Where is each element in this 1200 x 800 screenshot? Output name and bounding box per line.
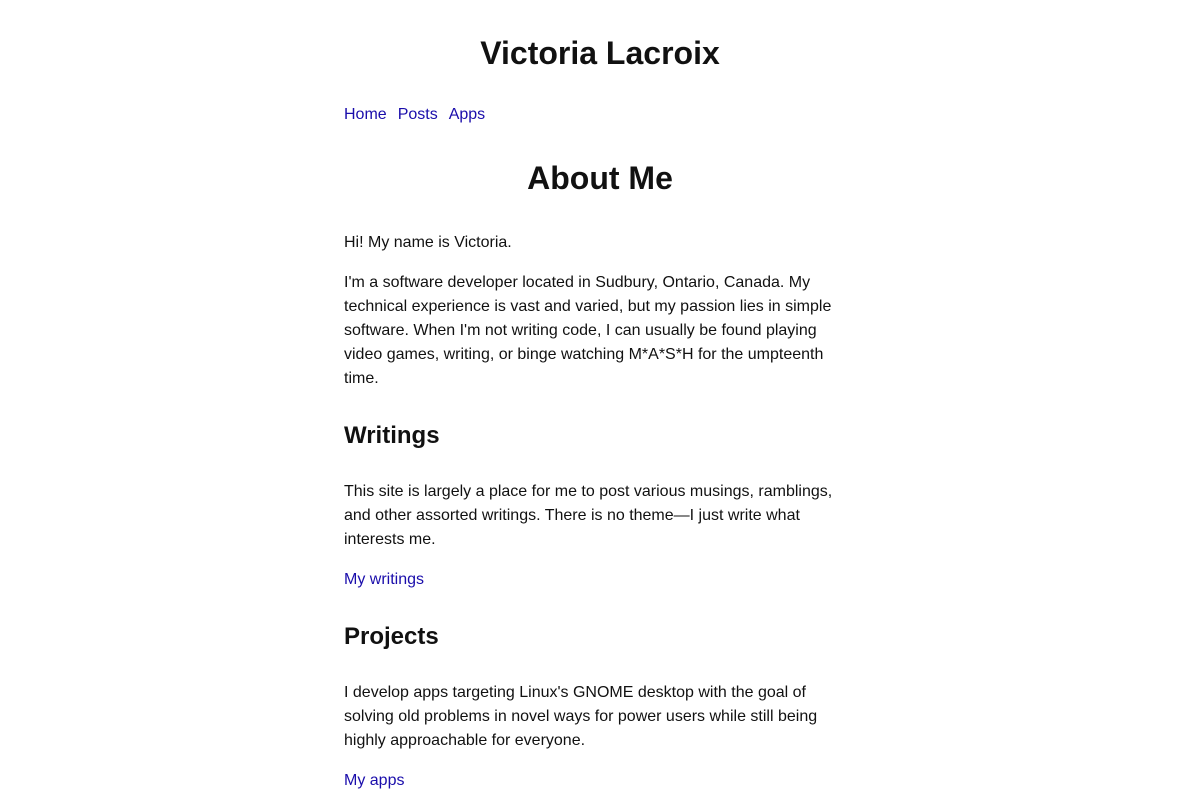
writings-link-line (344, 568, 844, 592)
main-nav (344, 105, 496, 125)
site-title[interactable]: Victoria Lacroix (480, 35, 720, 71)
main-article (344, 231, 844, 793)
writings-heading: Writings (344, 422, 440, 449)
my-writings-link[interactable]: My writings (344, 571, 425, 588)
page-heading: About Me (527, 160, 673, 196)
projects-link-line (344, 769, 844, 793)
nav-posts-link[interactable]: Posts (397, 106, 438, 123)
nav-apps-link[interactable]: Apps (448, 106, 486, 123)
nav-home-link[interactable]: Home (344, 106, 387, 123)
my-apps-link[interactable]: My apps (344, 772, 405, 789)
projects-paragraph: I develop apps targeting Linux's GNOME desktop with the goal of solving old problems in novel ways for power users while still being highly approachable for everyone. (344, 684, 818, 749)
writings-paragraph: This site is largely a place for me to post various musings, ramblings, and other assorted writings. There is no theme—I just write what interests me. (344, 483, 833, 548)
intro-paragraph: Hi! My name is Victoria. (344, 234, 512, 251)
projects-heading: Projects (344, 623, 439, 650)
bio-paragraph: I'm a software developer located in Sudbury, Ontario, Canada. My technical experience is vast and varied, but my passion lies in simple software. When I'm not writing code, I can usually be found playing video games, writing, or binge watching M*A*S*H for the umpteenth time. (344, 274, 832, 387)
